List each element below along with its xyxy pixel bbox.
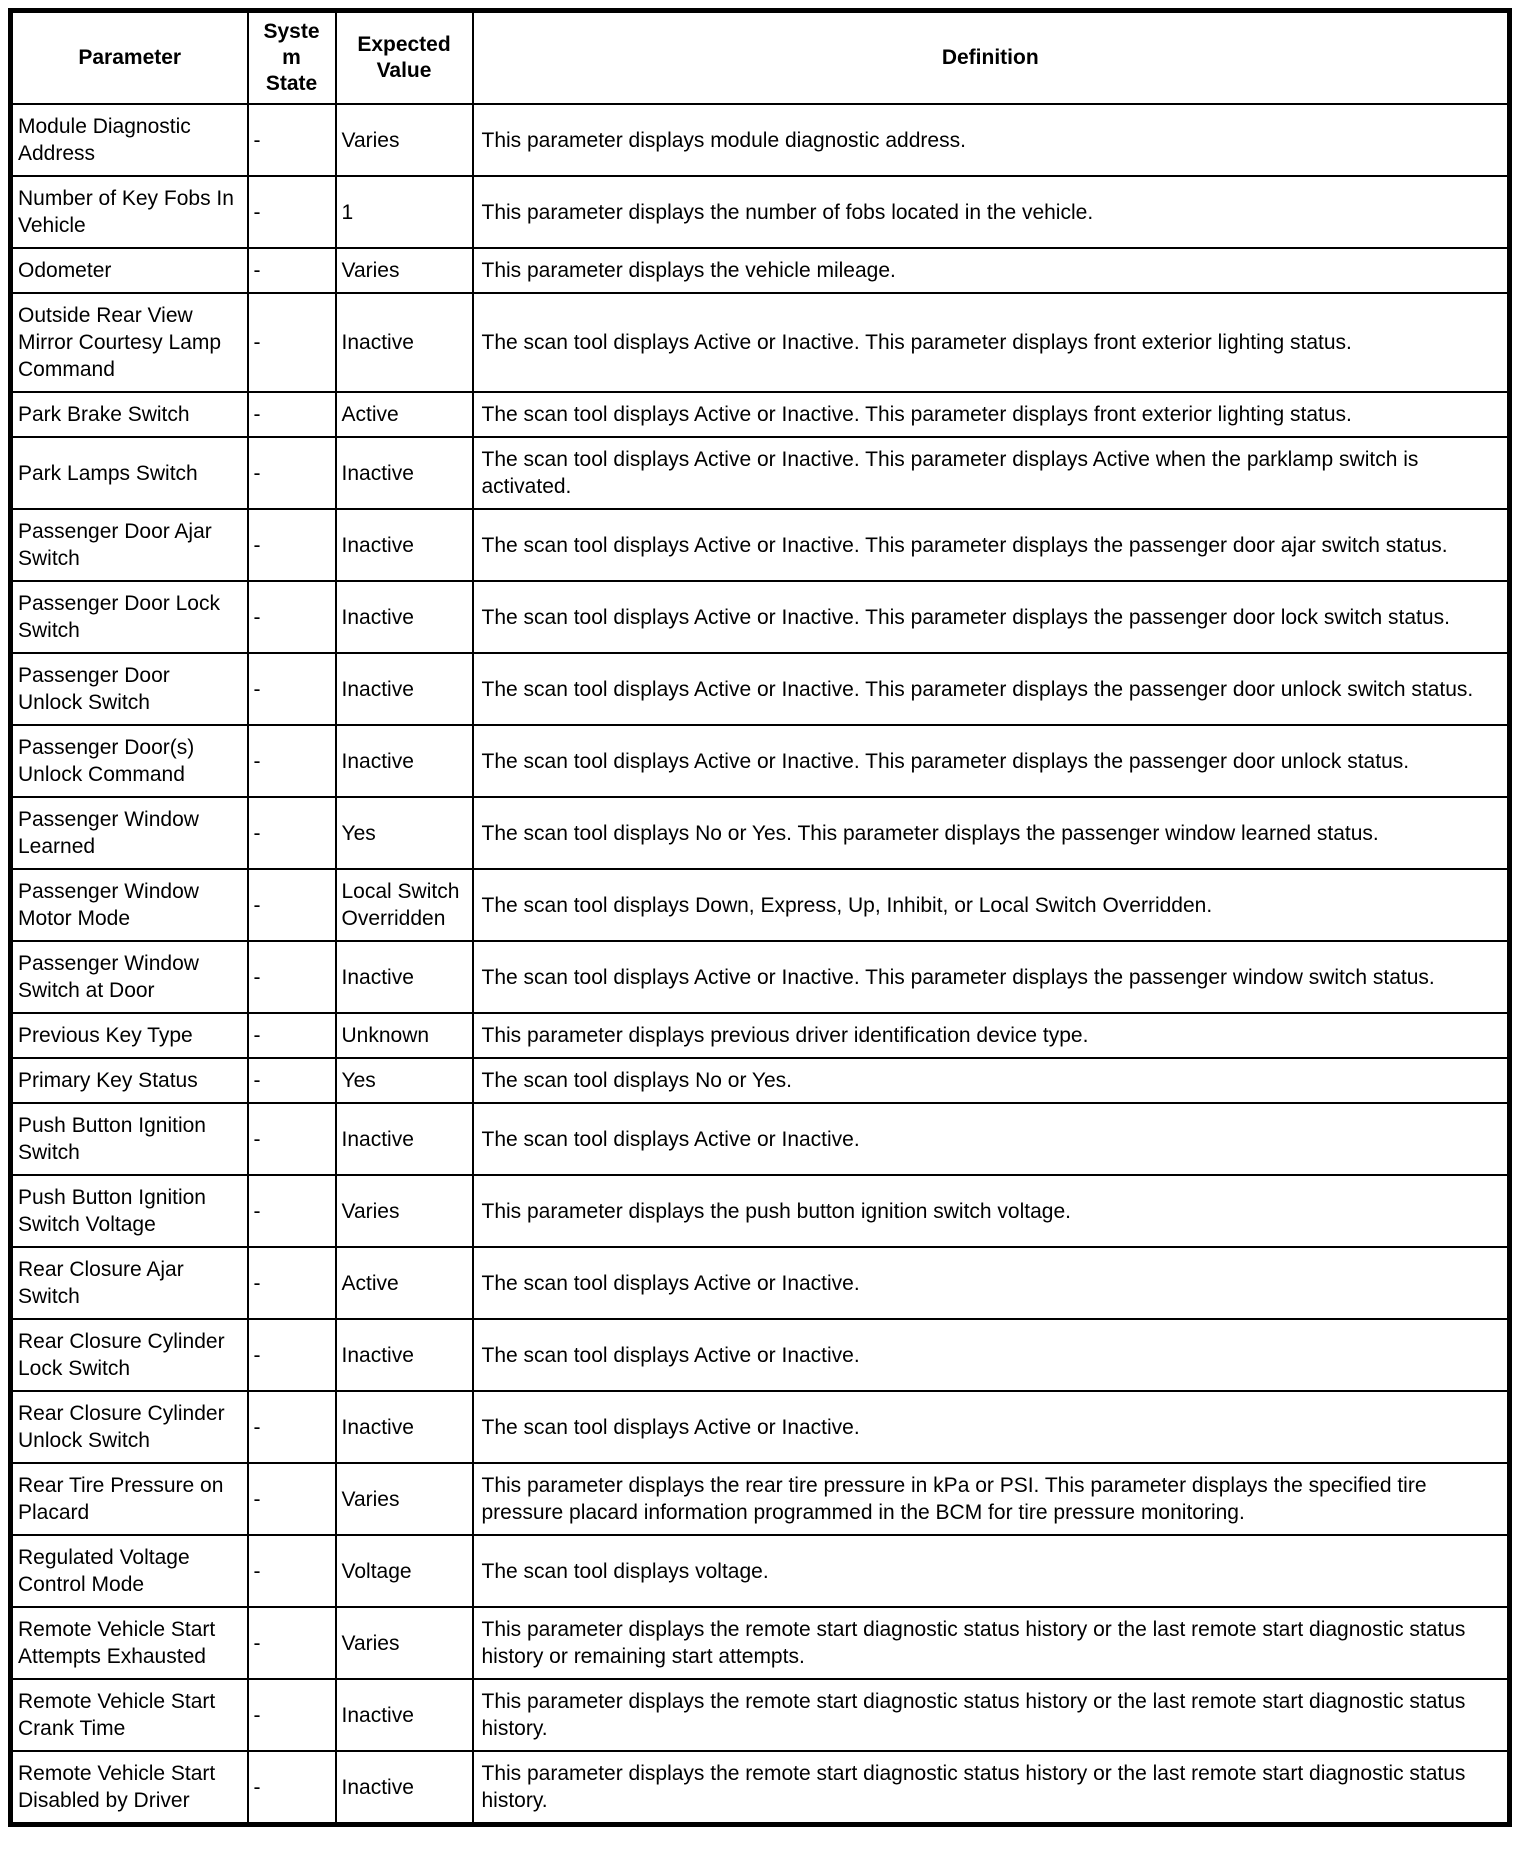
expected-value-cell: Inactive <box>336 1103 473 1175</box>
table-row <box>11 1103 1510 1175</box>
expected-value-cell: Inactive <box>336 437 473 509</box>
definition-cell: This parameter displays previous driver identification device type. <box>473 1013 1510 1058</box>
definition-cell: The scan tool displays Active or Inactive. This parameter displays Active when the parklamp switch is activated. <box>473 437 1510 509</box>
parameter-cell: Park Brake Switch <box>11 392 248 437</box>
header-row <box>11 11 1510 105</box>
expected-value-cell: Inactive <box>336 1751 473 1825</box>
definition-cell: The scan tool displays Active or Inactive. This parameter displays front exterior lighting status. <box>473 293 1510 392</box>
table-row <box>11 293 1510 392</box>
definition-cell: This parameter displays the remote start diagnostic status history or the last remote start diagnostic status history or remaining start attempts. <box>473 1607 1510 1679</box>
definition-cell: The scan tool displays Active or Inactive. <box>473 1247 1510 1319</box>
system-state-cell: - <box>248 1319 336 1391</box>
expected-value-cell: 1 <box>336 176 473 248</box>
table-row <box>11 1679 1510 1751</box>
parameter-cell: Passenger Window Switch at Door <box>11 941 248 1013</box>
table-row <box>11 1319 1510 1391</box>
expected-value-cell: Varies <box>336 1175 473 1247</box>
definition-cell: This parameter displays the push button ignition switch voltage. <box>473 1175 1510 1247</box>
system-state-cell: - <box>248 653 336 725</box>
system-state-cell: - <box>248 1247 336 1319</box>
definition-cell: The scan tool displays Active or Inactive. <box>473 1103 1510 1175</box>
table-row <box>11 1535 1510 1607</box>
expected-value-cell: Inactive <box>336 725 473 797</box>
parameter-cell: Push Button Ignition Switch Voltage <box>11 1175 248 1247</box>
expected-value-cell: Varies <box>336 248 473 293</box>
table-row <box>11 797 1510 869</box>
system-state-cell: - <box>248 725 336 797</box>
expected-value-cell: Varies <box>336 1607 473 1679</box>
definition-cell: The scan tool displays Active or Inactive. <box>473 1391 1510 1463</box>
parameter-cell: Passenger Window Motor Mode <box>11 869 248 941</box>
system-state-cell: - <box>248 1535 336 1607</box>
parameter-cell: Regulated Voltage Control Mode <box>11 1535 248 1607</box>
system-state-cell: - <box>248 1463 336 1535</box>
parameter-cell: Passenger Door Lock Switch <box>11 581 248 653</box>
expected-value-cell: Active <box>336 1247 473 1319</box>
definition-cell: This parameter displays the vehicle mileage. <box>473 248 1510 293</box>
parameter-cell: Primary Key Status <box>11 1058 248 1103</box>
header-parameter: Parameter <box>11 11 248 105</box>
system-state-cell: - <box>248 1391 336 1463</box>
expected-value-cell: Voltage <box>336 1535 473 1607</box>
system-state-cell: - <box>248 581 336 653</box>
system-state-cell: - <box>248 392 336 437</box>
system-state-cell: - <box>248 104 336 176</box>
definition-cell: The scan tool displays Active or Inactive. This parameter displays front exterior lighting status. <box>473 392 1510 437</box>
definition-cell: The scan tool displays No or Yes. This parameter displays the passenger window learned status. <box>473 797 1510 869</box>
system-state-cell: - <box>248 176 336 248</box>
table-row <box>11 1247 1510 1319</box>
scan-tool-parameters-table <box>8 8 1512 1827</box>
parameter-cell: Remote Vehicle Start Attempts Exhausted <box>11 1607 248 1679</box>
table-row <box>11 941 1510 1013</box>
table-row <box>11 1058 1510 1103</box>
table-row <box>11 1463 1510 1535</box>
parameter-cell: Park Lamps Switch <box>11 437 248 509</box>
header-definition: Definition <box>473 11 1510 105</box>
expected-value-cell: Inactive <box>336 293 473 392</box>
system-state-cell: - <box>248 797 336 869</box>
parameter-cell: Rear Closure Cylinder Unlock Switch <box>11 1391 248 1463</box>
table-row <box>11 1175 1510 1247</box>
system-state-cell: - <box>248 1175 336 1247</box>
definition-cell: This parameter displays module diagnostic address. <box>473 104 1510 176</box>
parameter-cell: Remote Vehicle Start Disabled by Driver <box>11 1751 248 1825</box>
table-body <box>11 104 1510 1825</box>
parameter-cell: Passenger Door Unlock Switch <box>11 653 248 725</box>
header-expected-value: Expected Value <box>336 11 473 105</box>
table-row <box>11 1607 1510 1679</box>
expected-value-cell: Inactive <box>336 1391 473 1463</box>
table-row <box>11 725 1510 797</box>
expected-value-cell: Varies <box>336 1463 473 1535</box>
table-row <box>11 1751 1510 1825</box>
system-state-cell: - <box>248 1013 336 1058</box>
definition-cell: This parameter displays the rear tire pressure in kPa or PSI. This parameter displays the specified tire pressure placard information programmed in the BCM for tire pressure monitoring. <box>473 1463 1510 1535</box>
table-row <box>11 437 1510 509</box>
expected-value-cell: Active <box>336 392 473 437</box>
system-state-cell: - <box>248 869 336 941</box>
system-state-cell: - <box>248 941 336 1013</box>
table-row <box>11 1391 1510 1463</box>
definition-cell: The scan tool displays Active or Inactive. This parameter displays the passenger door lock switch status. <box>473 581 1510 653</box>
expected-value-cell: Inactive <box>336 581 473 653</box>
definition-cell: The scan tool displays No or Yes. <box>473 1058 1510 1103</box>
definition-cell: The scan tool displays Active or Inactive. This parameter displays the passenger door unlock switch status. <box>473 653 1510 725</box>
expected-value-cell: Unknown <box>336 1013 473 1058</box>
parameter-cell: Passenger Window Learned <box>11 797 248 869</box>
parameter-cell: Rear Tire Pressure on Placard <box>11 1463 248 1535</box>
definition-cell: The scan tool displays voltage. <box>473 1535 1510 1607</box>
expected-value-cell: Inactive <box>336 1679 473 1751</box>
parameter-cell: Push Button Ignition Switch <box>11 1103 248 1175</box>
parameter-cell: Rear Closure Cylinder Lock Switch <box>11 1319 248 1391</box>
table-row <box>11 653 1510 725</box>
expected-value-cell: Yes <box>336 1058 473 1103</box>
parameter-cell: Previous Key Type <box>11 1013 248 1058</box>
system-state-cell: - <box>248 248 336 293</box>
header-system-state: System State <box>248 11 336 105</box>
parameter-cell: Module Diagnostic Address <box>11 104 248 176</box>
expected-value-cell: Inactive <box>336 1319 473 1391</box>
parameter-cell: Passenger Door(s) Unlock Command <box>11 725 248 797</box>
system-state-cell: - <box>248 437 336 509</box>
expected-value-cell: Inactive <box>336 509 473 581</box>
system-state-cell: - <box>248 293 336 392</box>
table-row <box>11 509 1510 581</box>
definition-cell: This parameter displays the remote start diagnostic status history or the last remote start diagnostic status history. <box>473 1751 1510 1825</box>
definition-cell: The scan tool displays Active or Inactive. <box>473 1319 1510 1391</box>
definition-cell: The scan tool displays Active or Inactive. This parameter displays the passenger window switch status. <box>473 941 1510 1013</box>
expected-value-cell: Inactive <box>336 653 473 725</box>
expected-value-cell: Inactive <box>336 941 473 1013</box>
table-row <box>11 869 1510 941</box>
definition-cell: This parameter displays the number of fobs located in the vehicle. <box>473 176 1510 248</box>
system-state-cell: - <box>248 1103 336 1175</box>
definition-cell: This parameter displays the remote start diagnostic status history or the last remote start diagnostic status history. <box>473 1679 1510 1751</box>
system-state-cell: - <box>248 1751 336 1825</box>
table-row <box>11 581 1510 653</box>
definition-cell: The scan tool displays Down, Express, Up, Inhibit, or Local Switch Overridden. <box>473 869 1510 941</box>
definition-cell: The scan tool displays Active or Inactive. This parameter displays the passenger door ajar switch status. <box>473 509 1510 581</box>
expected-value-cell: Varies <box>336 104 473 176</box>
parameter-cell: Outside Rear View Mirror Courtesy Lamp Command <box>11 293 248 392</box>
expected-value-cell: Yes <box>336 797 473 869</box>
system-state-cell: - <box>248 1679 336 1751</box>
system-state-cell: - <box>248 509 336 581</box>
system-state-cell: - <box>248 1058 336 1103</box>
table-row <box>11 1013 1510 1058</box>
table-row <box>11 248 1510 293</box>
table-row <box>11 104 1510 176</box>
parameter-cell: Passenger Door Ajar Switch <box>11 509 248 581</box>
definition-cell: The scan tool displays Active or Inactive. This parameter displays the passenger door unlock status. <box>473 725 1510 797</box>
parameter-cell: Remote Vehicle Start Crank Time <box>11 1679 248 1751</box>
parameter-cell: Odometer <box>11 248 248 293</box>
parameter-cell: Rear Closure Ajar Switch <box>11 1247 248 1319</box>
expected-value-cell: Local Switch Overridden <box>336 869 473 941</box>
system-state-cell: - <box>248 1607 336 1679</box>
table-row <box>11 392 1510 437</box>
table-row <box>11 176 1510 248</box>
parameter-cell: Number of Key Fobs In Vehicle <box>11 176 248 248</box>
